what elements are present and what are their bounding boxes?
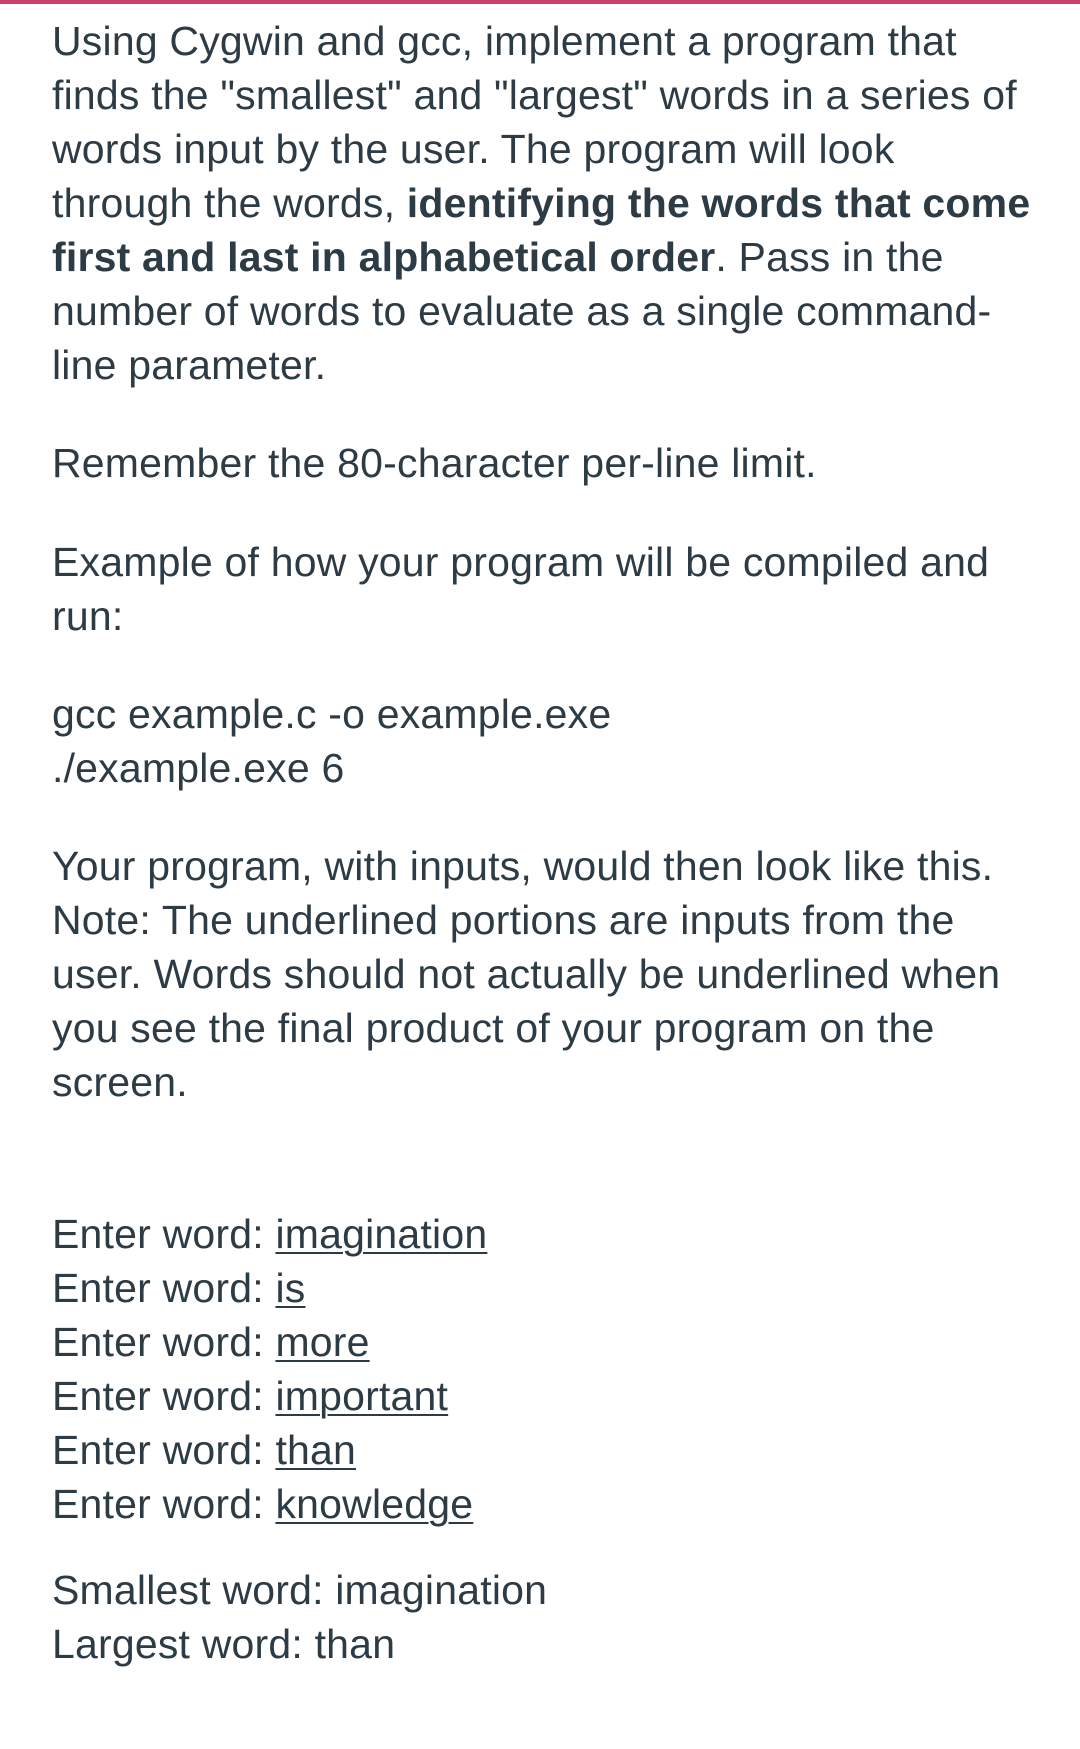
assignment-body [52, 14, 1042, 1671]
user-input-word: knowledge [275, 1481, 474, 1527]
intro-text-end: . Pass in the number of words to evaluate as a single command-line parameter. [52, 234, 992, 388]
smallest-word-result: Smallest word: imagination [52, 1567, 548, 1613]
user-input-word: than [275, 1427, 357, 1473]
user-input-word: important [275, 1373, 449, 1419]
prompt-text: Enter word: [52, 1373, 276, 1419]
prompt-text: Enter word: [52, 1427, 276, 1473]
example-label: Example of how your program will be compiled and run: [52, 539, 990, 639]
session-line [52, 1423, 1042, 1477]
session-line [52, 1477, 1042, 1531]
result-output [52, 1563, 1042, 1671]
line-limit-reminder: Remember the 80-character per-line limit. [52, 440, 817, 486]
user-input-word: is [275, 1265, 306, 1311]
top-accent-bar [0, 0, 1080, 4]
command-examples [52, 687, 1042, 795]
prompt-text: Enter word: [52, 1481, 276, 1527]
prompt-text: Enter word: [52, 1265, 276, 1311]
user-input-word: imagination [275, 1211, 488, 1257]
session-line [52, 1261, 1042, 1315]
session-line [52, 1315, 1042, 1369]
compile-command: gcc example.c -o example.exe [52, 691, 612, 737]
session-line [52, 1369, 1042, 1423]
intro-paragraph [52, 14, 1042, 392]
intro-text-start: Using Cygwin and gcc, implement a program that finds the "smallest" and "largest" words in a series of words input by the user. The program will look through the words, [52, 18, 1017, 226]
input-note-paragraph: Your program, with inputs, would then look like this. Note: The underlined portions are inputs from the user. Words should not actually be underlined when you see the final product of your program on the screen. [52, 843, 1001, 1105]
run-command: ./example.exe 6 [52, 745, 345, 791]
prompt-text: Enter word: [52, 1211, 276, 1257]
session-line [52, 1207, 1042, 1261]
sample-session [52, 1207, 1042, 1531]
prompt-text: Enter word: [52, 1319, 276, 1365]
largest-word-result: Largest word: than [52, 1621, 396, 1667]
intro-emphasis: identifying the words that come first and last in alphabetical order [52, 180, 1031, 280]
user-input-word: more [275, 1319, 370, 1365]
